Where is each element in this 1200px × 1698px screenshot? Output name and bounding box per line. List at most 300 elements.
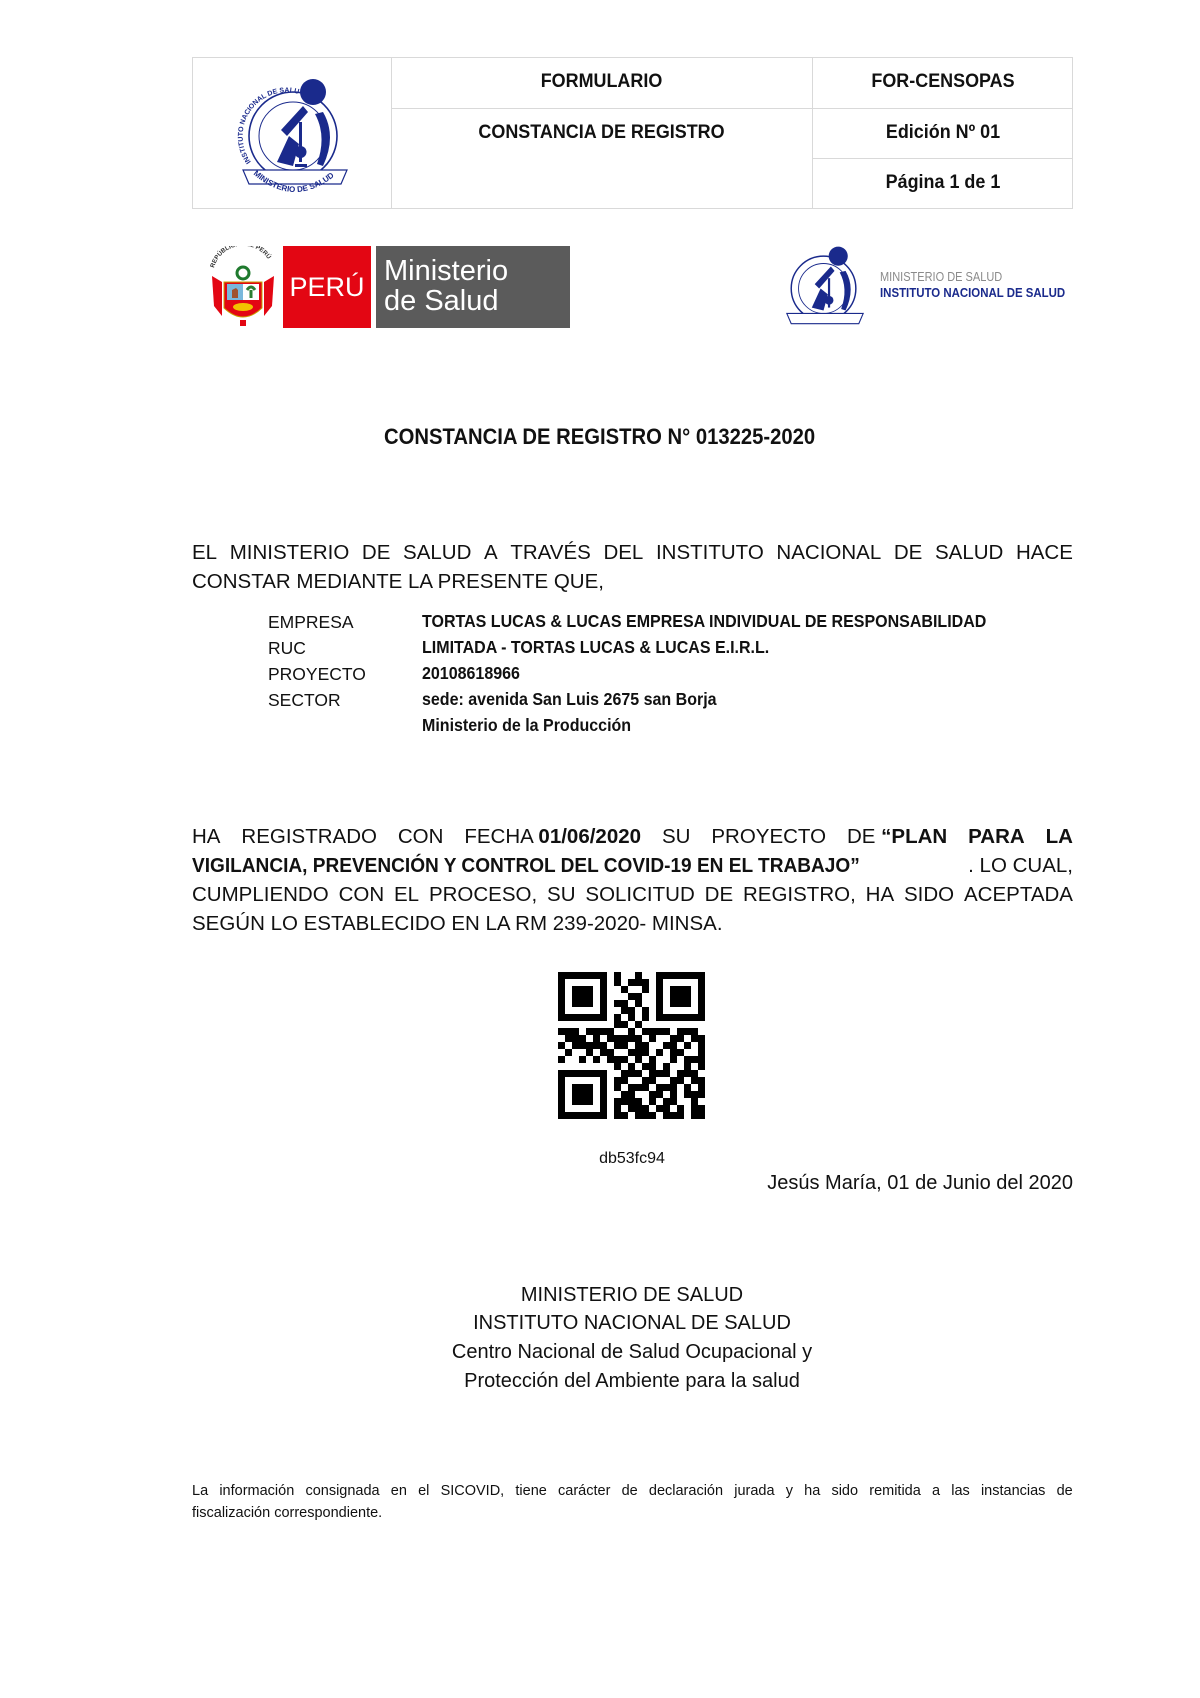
qr-module [614, 1084, 621, 1091]
qr-module [670, 1056, 677, 1063]
qr-module [649, 1063, 656, 1070]
qr-module [572, 1014, 579, 1021]
qr-module [698, 1084, 705, 1091]
qr-module [670, 1091, 677, 1098]
qr-module [586, 1091, 593, 1098]
qr-module [698, 993, 705, 1000]
qr-module [565, 1035, 572, 1042]
qr-module [691, 1077, 698, 1084]
qr-module [656, 972, 663, 979]
qr-module [579, 1014, 586, 1021]
qr-module [600, 979, 607, 986]
qr-module [684, 986, 691, 993]
qr-module [649, 1091, 656, 1098]
qr-module [635, 1042, 642, 1049]
qr-module [614, 1056, 621, 1063]
qr-module [607, 1028, 614, 1035]
qr-module [628, 1028, 635, 1035]
qr-module [698, 1007, 705, 1014]
qr-module [600, 1014, 607, 1021]
qr-module [586, 1112, 593, 1119]
qr-module [600, 1049, 607, 1056]
qr-module [635, 972, 642, 979]
qr-module [572, 1042, 579, 1049]
label-empresa: EMPRESA [268, 612, 354, 632]
qr-module [558, 986, 565, 993]
qr-module [677, 1070, 684, 1077]
qr-module [593, 1112, 600, 1119]
qr-module [558, 1084, 565, 1091]
qr-module [600, 1098, 607, 1105]
qr-module [677, 1077, 684, 1084]
qr-module [628, 993, 635, 1000]
qr-module [649, 1077, 656, 1084]
qr-module [593, 1056, 600, 1063]
word: carácter [558, 1483, 611, 1499]
word: EL [192, 541, 218, 564]
intro-paragraph [192, 538, 1073, 596]
qr-module [586, 1042, 593, 1049]
qr-module [656, 1070, 663, 1077]
ins-institute-text: INSTITUTO NACIONAL DE SALUD [880, 285, 1066, 300]
value-empresa-line2: LIMITADA - TORTAS LUCAS & LUCAS E.I.R.L. [422, 637, 770, 657]
body-line-3 [192, 880, 1073, 909]
qr-module [670, 1042, 677, 1049]
qr-module [600, 1084, 607, 1091]
word: DE [361, 541, 391, 564]
qr-module [635, 1035, 642, 1042]
qr-module [586, 1049, 593, 1056]
qr-module [635, 1098, 642, 1105]
qr-module [621, 1112, 628, 1119]
word: remitida [869, 1483, 921, 1499]
qr-module [565, 1112, 572, 1119]
qr-module [628, 1091, 635, 1098]
qr-module [593, 1042, 600, 1049]
qr-module [558, 1014, 565, 1021]
qr-module [698, 1042, 705, 1049]
word: TRAVÉS [510, 541, 591, 564]
qr-module [677, 1049, 684, 1056]
qr-module [698, 1000, 705, 1007]
qr-module [586, 1000, 593, 1007]
qr-module [600, 972, 607, 979]
qr-module [649, 1070, 656, 1077]
qr-module [698, 979, 705, 986]
qr-module [635, 1049, 642, 1056]
word: A [484, 541, 498, 564]
qr-module [691, 1112, 698, 1119]
qr-module [628, 1105, 635, 1112]
qr-module [642, 1112, 649, 1119]
qr-module [691, 1105, 698, 1112]
intro-line-1 [192, 538, 1073, 567]
qr-module [698, 1063, 705, 1070]
qr-module [600, 986, 607, 993]
qr-module [670, 986, 677, 993]
qr-module [656, 1105, 663, 1112]
qr-module [642, 1105, 649, 1112]
qr-module [607, 1049, 614, 1056]
table-divider [391, 58, 392, 208]
qr-module [607, 1056, 614, 1063]
word: REGISTRO, [743, 883, 856, 906]
signature-line-2: INSTITUTO NACIONAL DE SALUD [473, 1312, 791, 1334]
footer-line-1 [192, 1480, 1073, 1502]
qr-module [698, 1105, 705, 1112]
qr-module [642, 1077, 649, 1084]
qr-module [621, 1021, 628, 1028]
document-title: CONSTANCIA DE REGISTRO N° 013225-2020 [384, 424, 816, 449]
qr-module [572, 1098, 579, 1105]
signature-line-4: Protección del Ambiente para la salud [464, 1370, 800, 1392]
logo-ring-text: MINISTERIO DE SALUD [251, 168, 336, 195]
word: ACEPTADA [964, 883, 1073, 906]
word: SIDO [904, 883, 955, 906]
label-sector: SECTOR [268, 690, 341, 710]
word: SICOVID, [440, 1483, 505, 1499]
qr-module [586, 1084, 593, 1091]
qr-module [600, 993, 607, 1000]
word: SU [547, 883, 576, 906]
qr-module [635, 1112, 642, 1119]
word: HACE [1015, 541, 1073, 564]
header-table [192, 57, 1073, 209]
qr-module [677, 1028, 684, 1035]
qr-module [656, 1000, 663, 1007]
ministry-brand-box [376, 246, 570, 328]
qr-module [642, 986, 649, 993]
qr-module [558, 1007, 565, 1014]
qr-module [614, 1000, 621, 1007]
qr-module [670, 1014, 677, 1021]
qr-module [558, 1112, 565, 1119]
page-number: Página 1 de 1 [885, 171, 1001, 193]
qr-module [642, 1014, 649, 1021]
qr-module [586, 972, 593, 979]
body-line-4: SEGÚN LO ESTABLECIDO EN LA RM 239-2020- MINSA. [192, 912, 723, 935]
word: de [621, 1483, 638, 1499]
qr-module [593, 1035, 600, 1042]
qr-module [670, 1077, 677, 1084]
qr-module [677, 993, 684, 1000]
qr-module [614, 1021, 621, 1028]
qr-module [600, 1028, 607, 1035]
qr-module [635, 1105, 642, 1112]
qr-module [677, 1105, 684, 1112]
qr-module [698, 986, 705, 993]
qr-module [579, 986, 586, 993]
qr-module [579, 1000, 586, 1007]
word: MINISTERIO [229, 541, 350, 564]
value-sector: Ministerio de la Producción [422, 715, 632, 735]
word: SALUD [934, 541, 1004, 564]
qr-module [614, 1035, 621, 1042]
peru-brand-box [283, 246, 371, 328]
word: DE [704, 883, 734, 906]
qr-module [579, 1091, 586, 1098]
qr-module [677, 1000, 684, 1007]
value-ruc: 20108618966 [422, 663, 520, 683]
qr-module [593, 1028, 600, 1035]
word: ha [804, 1483, 821, 1499]
qr-module [635, 1000, 642, 1007]
qr-module [558, 1091, 565, 1098]
peru-label: PERÚ [289, 272, 365, 302]
qr-module [572, 993, 579, 1000]
qr-module [698, 1112, 705, 1119]
qr-module [663, 1014, 670, 1021]
qr-module [628, 1014, 635, 1021]
edition-number: Edición Nº 01 [885, 121, 1001, 143]
label-ruc: RUC [268, 638, 306, 658]
form-label: FORMULARIO [540, 70, 663, 92]
word: a [931, 1483, 941, 1499]
word: EL [394, 883, 420, 906]
ministry-line1: Ministerio [384, 255, 509, 287]
word: instancias [980, 1483, 1046, 1499]
qr-module [558, 1000, 565, 1007]
qr-module [698, 972, 705, 979]
qr-module [621, 1035, 628, 1042]
qr-module [663, 1112, 670, 1119]
qr-module [663, 1042, 670, 1049]
qr-module [628, 1007, 635, 1014]
body-paragraph [192, 822, 1073, 938]
registration-date: 01/06/2020 [538, 825, 642, 848]
body-line-2: VIGILANCIA, PREVENCIÓN Y CONTROL DEL COVID-19 EN EL TRABAJO” . LO CUAL, [192, 851, 1073, 880]
qr-module [558, 1077, 565, 1084]
qr-module [656, 1091, 663, 1098]
word: SALUD [403, 541, 472, 564]
body-line-1: HA REGISTRADO CON FECHA 01/06/2020 SU PROYECTO DE “PLAN PARA LA [192, 825, 1073, 848]
word: CON [338, 883, 385, 906]
qr-module [649, 1112, 656, 1119]
qr-module [642, 1084, 649, 1091]
qr-module [691, 1028, 698, 1035]
word: SOLICITUD [585, 883, 695, 906]
word: y [785, 1483, 793, 1499]
qr-module [558, 1056, 565, 1063]
word: La [192, 1483, 209, 1499]
table-divider [812, 58, 813, 208]
qr-module [663, 1098, 670, 1105]
qr-module [684, 1091, 691, 1098]
qr-module [558, 972, 565, 979]
value-empresa-line1: TORTAS LUCAS & LUCAS EMPRESA INDIVIDUAL DE RESPONSABILIDAD [422, 611, 987, 631]
qr-module [579, 1070, 586, 1077]
qr-module [593, 972, 600, 979]
qr-module [691, 1098, 698, 1105]
qr-module [621, 986, 628, 993]
qr-module [670, 1035, 677, 1042]
qr-module [663, 1084, 670, 1091]
qr-module [670, 972, 677, 979]
qr-module [586, 1014, 593, 1021]
qr-module [691, 1035, 698, 1042]
qr-module [593, 1014, 600, 1021]
word: información [219, 1483, 295, 1499]
qr-module [628, 979, 635, 986]
qr-module [621, 1000, 628, 1007]
qr-module [572, 986, 579, 993]
qr-module [565, 1049, 572, 1056]
qr-module [698, 1049, 705, 1056]
qr-module [621, 1077, 628, 1084]
intro-line-2: CONSTAR MEDIANTE LA PRESENTE QUE, [192, 570, 604, 593]
qr-module [649, 1056, 656, 1063]
qr-module [614, 1063, 621, 1070]
word: CUMPLIENDO [192, 883, 329, 906]
qr-module [558, 1098, 565, 1105]
qr-module [593, 1070, 600, 1077]
word: INSTITUTO [655, 541, 764, 564]
qr-module [656, 993, 663, 1000]
word: en [390, 1483, 407, 1499]
qr-module [684, 972, 691, 979]
qr-module [670, 1000, 677, 1007]
qr-module [600, 1077, 607, 1084]
qr-module [614, 972, 621, 979]
word: sido [831, 1483, 859, 1499]
qr-module [649, 1098, 656, 1105]
qr-module [684, 1000, 691, 1007]
qr-module [572, 1084, 579, 1091]
qr-module [628, 1084, 635, 1091]
qr-module [684, 993, 691, 1000]
qr-module [642, 979, 649, 986]
qr-module [698, 1077, 705, 1084]
table-divider [812, 158, 1072, 159]
qr-module [586, 986, 593, 993]
qr-module [579, 1042, 586, 1049]
issue-date-place: Jesús María, 01 de Junio del 2020 [767, 1172, 1073, 1194]
qr-module [691, 1056, 698, 1063]
qr-module [614, 1112, 621, 1119]
qr-module [698, 1091, 705, 1098]
qr-module [579, 1112, 586, 1119]
qr-module [586, 1070, 593, 1077]
word: declaración [648, 1483, 724, 1499]
qr-module [642, 1049, 649, 1056]
qr-module [642, 1063, 649, 1070]
word: tiene [515, 1483, 547, 1499]
qr-module [656, 1028, 663, 1035]
word: DEL [603, 541, 644, 564]
qr-module [684, 1084, 691, 1091]
qr-module [621, 1042, 628, 1049]
qr-module [628, 1098, 635, 1105]
qr-module [677, 986, 684, 993]
qr-module [691, 972, 698, 979]
qr-module [572, 1000, 579, 1007]
qr-module [565, 1070, 572, 1077]
word: PROCESO, [428, 883, 538, 906]
qr-module [600, 1000, 607, 1007]
qr-module [621, 1098, 628, 1105]
qr-module [663, 1105, 670, 1112]
qr-module [579, 1098, 586, 1105]
signature-line-1: MINISTERIO DE SALUD [520, 1284, 744, 1306]
qr-module [614, 1105, 621, 1112]
form-code: FOR-CENSOPAS [871, 70, 1015, 92]
ins-logo-small-icon [780, 240, 870, 334]
qr-module [691, 1070, 698, 1077]
table-divider [391, 108, 1072, 109]
qr-module [558, 993, 565, 1000]
qr-module [579, 1084, 586, 1091]
qr-module [635, 1056, 642, 1063]
footer-line-2: fiscalización correspondiente. [192, 1505, 383, 1521]
word: NACIONAL [776, 541, 882, 564]
qr-module [579, 1056, 586, 1063]
ins-logo-icon [237, 70, 353, 198]
qr-module [572, 972, 579, 979]
qr-module [642, 1007, 649, 1014]
label-proyecto: PROYECTO [268, 664, 366, 684]
qr-module [600, 1042, 607, 1049]
qr-module [586, 1098, 593, 1105]
qr-module [649, 1035, 656, 1042]
word: consignada [305, 1483, 380, 1499]
qr-module [663, 972, 670, 979]
qr-module [565, 1028, 572, 1035]
qr-module [677, 972, 684, 979]
qr-module [684, 1070, 691, 1077]
qr-module [677, 1014, 684, 1021]
qr-module [684, 1014, 691, 1021]
ministry-line2: de Salud [384, 285, 499, 317]
qr-module [670, 993, 677, 1000]
word: DE [893, 541, 923, 564]
qr-module [600, 1112, 607, 1119]
qr-module [572, 1028, 579, 1035]
qr-module [614, 1042, 621, 1049]
qr-module [635, 1021, 642, 1028]
qr-module [670, 1098, 677, 1105]
logo-ring-text: INSTITUTO NACIONAL DE SALU [237, 87, 300, 165]
value-address: sede: avenida San Luis 2675 san Borja [422, 689, 717, 709]
qr-module [558, 1042, 565, 1049]
qr-module [579, 972, 586, 979]
word: HA [865, 883, 895, 906]
qr-module [670, 1084, 677, 1091]
qr-module [558, 1028, 565, 1035]
qr-module [656, 1014, 663, 1021]
qr-module [656, 1049, 663, 1056]
qr-module [628, 1063, 635, 1070]
qr-module [586, 1028, 593, 1035]
document-name: CONSTANCIA DE REGISTRO [478, 121, 725, 143]
qr-module [600, 1091, 607, 1098]
word: de [1056, 1483, 1073, 1499]
qr-module [614, 1077, 621, 1084]
qr-module [614, 979, 621, 986]
qr-module [621, 1091, 628, 1098]
qr-module [635, 993, 642, 1000]
peru-coat-of-arms-icon [208, 246, 278, 330]
qr-module [691, 1091, 698, 1098]
qr-module [614, 1014, 621, 1021]
qr-module [628, 1035, 635, 1042]
qr-module [656, 979, 663, 986]
qr-module [635, 1070, 642, 1077]
qr-module [698, 1035, 705, 1042]
qr-module [558, 1105, 565, 1112]
qr-module [677, 1112, 684, 1119]
qr-module [649, 1028, 656, 1035]
word: el [418, 1483, 430, 1499]
